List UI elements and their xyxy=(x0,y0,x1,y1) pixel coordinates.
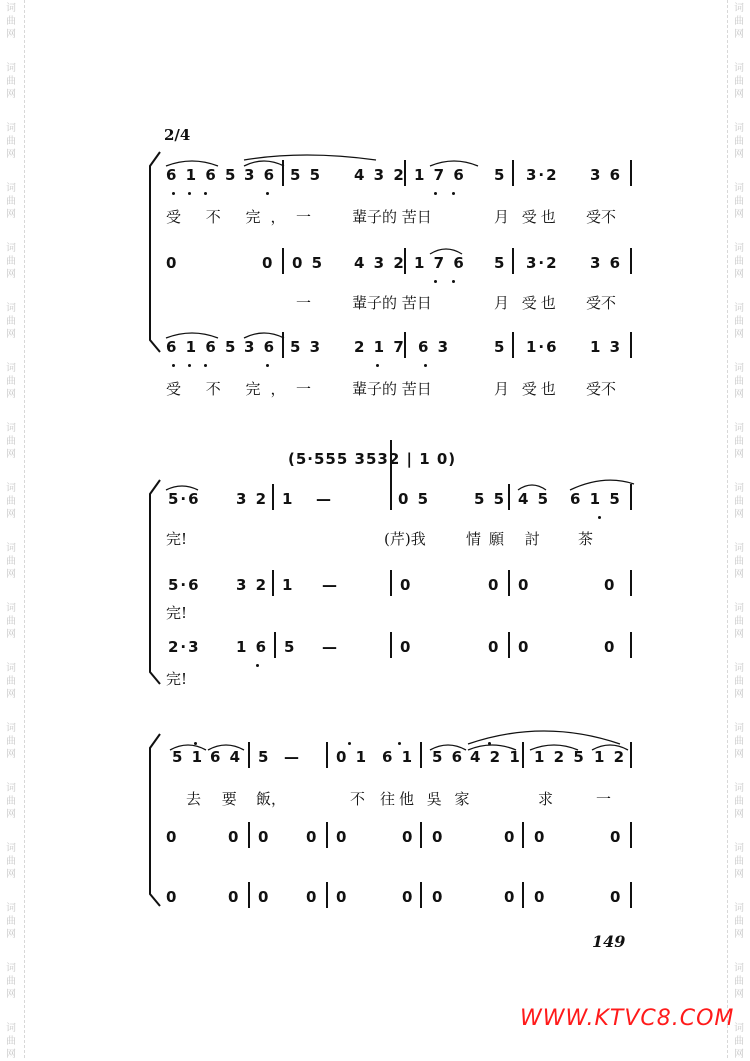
octave-dot xyxy=(266,192,269,195)
note-group: 1 7 6 xyxy=(414,254,466,272)
side-stamp: 词 曲 网 xyxy=(6,303,16,340)
note-group: 1 2 xyxy=(594,748,627,766)
note-group: 0 xyxy=(258,888,271,906)
note-group: 0 xyxy=(504,888,517,906)
slur-marks xyxy=(414,244,474,256)
note-group: 0 xyxy=(336,828,349,846)
side-stamp: 词 曲 网 xyxy=(6,1023,16,1060)
barline xyxy=(248,822,250,848)
note-group: 4 3 2 xyxy=(354,254,406,272)
side-stamp: 词 曲 网 xyxy=(734,843,744,880)
note-group: 6 1 6 5 xyxy=(166,338,238,356)
lyric: 去 要 xyxy=(186,790,245,808)
note-group: 0 xyxy=(400,576,413,594)
side-stamp: 词 曲 网 xyxy=(734,963,744,1000)
slur-marks xyxy=(164,478,644,492)
note-group: 4 3 2 xyxy=(354,166,406,184)
lyric: 一 xyxy=(296,380,312,398)
octave-dot xyxy=(204,192,207,195)
note-group: 1 xyxy=(282,576,295,594)
side-stamp: 词 曲 网 xyxy=(6,603,16,640)
note-group: 0 xyxy=(518,638,531,656)
note-group: 0 xyxy=(402,888,415,906)
barline xyxy=(630,570,632,596)
side-stamp: 词 曲 网 xyxy=(6,843,16,880)
side-stamp: 词 曲 网 xyxy=(734,183,744,220)
note-group: — xyxy=(322,638,339,656)
note-group: 1 xyxy=(282,490,295,508)
lyric: 飯， xyxy=(256,790,287,808)
note-group: 0 xyxy=(518,576,531,594)
barline xyxy=(522,822,524,848)
note-group: 3 6 xyxy=(590,166,623,184)
barline xyxy=(630,248,632,274)
octave-dot xyxy=(376,364,379,367)
octave-dot xyxy=(598,516,601,519)
lyric: 受不 xyxy=(586,208,617,226)
octave-dot xyxy=(424,364,427,367)
note-group: 0 xyxy=(432,828,445,846)
note-group: 0 xyxy=(610,828,623,846)
lyric: 月 受也 xyxy=(494,380,560,398)
note-group: 0 xyxy=(228,828,241,846)
note-group: 0 xyxy=(488,576,501,594)
note-group: — xyxy=(322,576,339,594)
octave-dot xyxy=(188,192,191,195)
note-group: 0 xyxy=(610,888,623,906)
note-group: 0 xyxy=(400,638,413,656)
lyric: 輩子的 苦日 xyxy=(352,294,432,312)
note-group: 6 1 6 5 xyxy=(166,166,238,184)
side-stamp: 词 曲 网 xyxy=(734,663,744,700)
lyric: 完! xyxy=(166,530,188,548)
octave-dot xyxy=(434,192,437,195)
slur-marks xyxy=(164,328,284,340)
note-group: 5·6 xyxy=(168,576,201,594)
side-stamp: 词 曲 网 xyxy=(6,63,16,100)
barline xyxy=(390,570,392,596)
lyric: 完! xyxy=(166,604,188,622)
note-group: 0 xyxy=(432,888,445,906)
side-stamp: 词 曲 网 xyxy=(734,243,744,280)
side-stamp: 词 曲 网 xyxy=(734,123,744,160)
note-group: 5 xyxy=(258,748,271,766)
slur-marks xyxy=(164,724,644,752)
barline xyxy=(630,332,632,358)
note-group: 5 1 xyxy=(172,748,205,766)
side-stamp: 词 曲 网 xyxy=(734,903,744,940)
note-group: 0 1 xyxy=(336,748,369,766)
octave-dot xyxy=(194,742,197,745)
side-stamp: 词 曲 网 xyxy=(734,543,744,580)
lyric: 一 xyxy=(296,208,312,226)
note-group: 3 2 xyxy=(236,576,269,594)
barline xyxy=(390,440,392,510)
side-stamp: 词 曲 网 xyxy=(734,3,744,40)
side-stamp: 词 曲 网 xyxy=(6,783,16,820)
note-group: 5 5 xyxy=(474,490,507,508)
note-group: 0 xyxy=(504,828,517,846)
barline xyxy=(630,632,632,658)
side-stamp: 词 曲 网 xyxy=(6,543,16,580)
barline xyxy=(512,248,514,274)
octave-dot xyxy=(188,364,191,367)
note-group: 6 1 5 xyxy=(570,490,622,508)
note-group: 0 xyxy=(258,828,271,846)
octave-dot xyxy=(452,280,455,283)
note-group: 5 xyxy=(494,166,507,184)
side-stamp: 词 曲 网 xyxy=(6,243,16,280)
note-group: 0 xyxy=(534,828,547,846)
note-group: 0 5 xyxy=(292,254,325,272)
side-stamp: 词 曲 网 xyxy=(734,603,744,640)
note-group: 0 xyxy=(228,888,241,906)
system-2-brace xyxy=(146,478,166,686)
barline xyxy=(272,570,274,596)
side-stamp: 词 曲 网 xyxy=(734,483,744,520)
barline xyxy=(390,632,392,658)
side-stamp: 词 曲 网 xyxy=(6,723,16,760)
slur-marks xyxy=(164,156,644,168)
note-group: — xyxy=(284,748,301,766)
side-stamp: 词 曲 网 xyxy=(6,183,16,220)
note-group: 5 xyxy=(494,254,507,272)
lyric: 情願 討 xyxy=(466,530,548,548)
note-group: 3 6 xyxy=(590,254,623,272)
note-group: 2 1 7 xyxy=(354,338,406,356)
side-stamp: 词 曲 网 xyxy=(6,3,16,40)
barline xyxy=(282,248,284,274)
octave-dot xyxy=(256,664,259,667)
side-stamp: 词 曲 网 xyxy=(734,423,744,460)
octave-dot xyxy=(398,742,401,745)
note-group: 6 3 xyxy=(418,338,451,356)
note-group: 0 xyxy=(488,638,501,656)
lyric: 茶 xyxy=(578,530,594,548)
note-group: 0 xyxy=(166,828,179,846)
barline xyxy=(404,332,406,358)
left-margin-line xyxy=(24,0,25,1058)
note-group: 1 3 xyxy=(590,338,623,356)
interlude-notation: (5·555 3532 | 1 0) xyxy=(288,450,457,468)
octave-dot xyxy=(204,364,207,367)
lyric: 受 不 完， xyxy=(166,208,296,226)
lyric: 輩子的 苦日 xyxy=(352,208,432,226)
lyric: 完! xyxy=(166,670,188,688)
octave-dot xyxy=(348,742,351,745)
lyric: 一 xyxy=(296,294,312,312)
note-group: 3 6 xyxy=(244,338,277,356)
side-stamp: 词 曲 网 xyxy=(6,363,16,400)
note-group: 1 7 6 xyxy=(414,166,466,184)
note-group: 3·2 xyxy=(526,254,559,272)
barline xyxy=(326,882,328,908)
lyric: 受 不 完， xyxy=(166,380,296,398)
barline xyxy=(512,332,514,358)
lyric: 一 xyxy=(596,790,612,808)
note-group: 0 xyxy=(166,254,179,272)
note-group: 0 5 xyxy=(398,490,431,508)
side-stamp: 词 曲 网 xyxy=(6,423,16,460)
note-group: 0 xyxy=(306,888,319,906)
note-group: — xyxy=(316,490,333,508)
note-group: 0 xyxy=(604,576,617,594)
note-group: 0 xyxy=(336,888,349,906)
system-3-brace xyxy=(146,732,166,908)
right-margin-line xyxy=(727,0,728,1058)
barline xyxy=(508,570,510,596)
lyric: 不 xyxy=(350,790,366,808)
site-watermark: WWW.KTVC8.COM xyxy=(520,1006,735,1031)
note-group: 1 6 xyxy=(236,638,269,656)
note-group: 5 3 xyxy=(290,338,323,356)
note-group: 4 2 1 xyxy=(470,748,522,766)
side-stamp: 词 曲 网 xyxy=(734,63,744,100)
note-group: 6 4 xyxy=(210,748,243,766)
barline xyxy=(248,882,250,908)
octave-dot xyxy=(434,280,437,283)
octave-dot xyxy=(488,742,491,745)
barline xyxy=(630,822,632,848)
note-group: 5 6 xyxy=(432,748,465,766)
lyric: 受不 xyxy=(586,380,617,398)
note-group: 0 xyxy=(604,638,617,656)
note-group: 3·2 xyxy=(526,166,559,184)
side-stamp: 词 曲 网 xyxy=(734,783,744,820)
side-stamp: 词 曲 网 xyxy=(6,483,16,520)
octave-dot xyxy=(172,192,175,195)
side-stamp: 词 曲 网 xyxy=(734,363,744,400)
note-group: 0 xyxy=(402,828,415,846)
note-group: 2·3 xyxy=(168,638,201,656)
lyric: 往他 吳 家 xyxy=(380,790,474,808)
lyric: 月 受也 xyxy=(494,294,560,312)
side-stamp: 词 曲 网 xyxy=(734,1023,744,1060)
lyric: (芹)我 xyxy=(384,530,426,548)
side-stamp: 词 曲 网 xyxy=(734,723,744,760)
page-number: 149 xyxy=(592,932,626,951)
lyric: 求 xyxy=(538,790,554,808)
barline xyxy=(274,632,276,658)
note-group: 5 xyxy=(494,338,507,356)
lyric: 受不 xyxy=(586,294,617,312)
note-group: 5·6 xyxy=(168,490,201,508)
note-group: 5 5 xyxy=(290,166,323,184)
barline xyxy=(420,822,422,848)
note-group: 0 xyxy=(262,254,275,272)
system-1-brace xyxy=(146,150,166,355)
time-signature: 2/4 xyxy=(164,126,191,144)
lyric: 輩子的 苦日 xyxy=(352,380,432,398)
note-group: 1 2 5 xyxy=(534,748,586,766)
barline xyxy=(326,822,328,848)
side-stamp: 词 曲 网 xyxy=(6,123,16,160)
note-group: 0 xyxy=(534,888,547,906)
lyric: 月 受也 xyxy=(494,208,560,226)
note-group: 1·6 xyxy=(526,338,559,356)
note-group: 0 xyxy=(306,828,319,846)
side-stamp: 词 曲 网 xyxy=(6,903,16,940)
barline xyxy=(522,882,524,908)
octave-dot xyxy=(266,364,269,367)
note-group: 3 2 xyxy=(236,490,269,508)
note-group: 6 1 xyxy=(382,748,415,766)
side-stamp: 词 曲 网 xyxy=(6,663,16,700)
barline xyxy=(420,882,422,908)
barline xyxy=(508,632,510,658)
note-group: 5 xyxy=(284,638,297,656)
note-group: 3 6 xyxy=(244,166,277,184)
octave-dot xyxy=(172,364,175,367)
side-stamp: 词 曲 网 xyxy=(734,303,744,340)
octave-dot xyxy=(452,192,455,195)
barline xyxy=(404,248,406,274)
note-group: 0 xyxy=(166,888,179,906)
side-stamp: 词 曲 网 xyxy=(6,963,16,1000)
note-group: 4 5 xyxy=(518,490,551,508)
barline xyxy=(630,882,632,908)
